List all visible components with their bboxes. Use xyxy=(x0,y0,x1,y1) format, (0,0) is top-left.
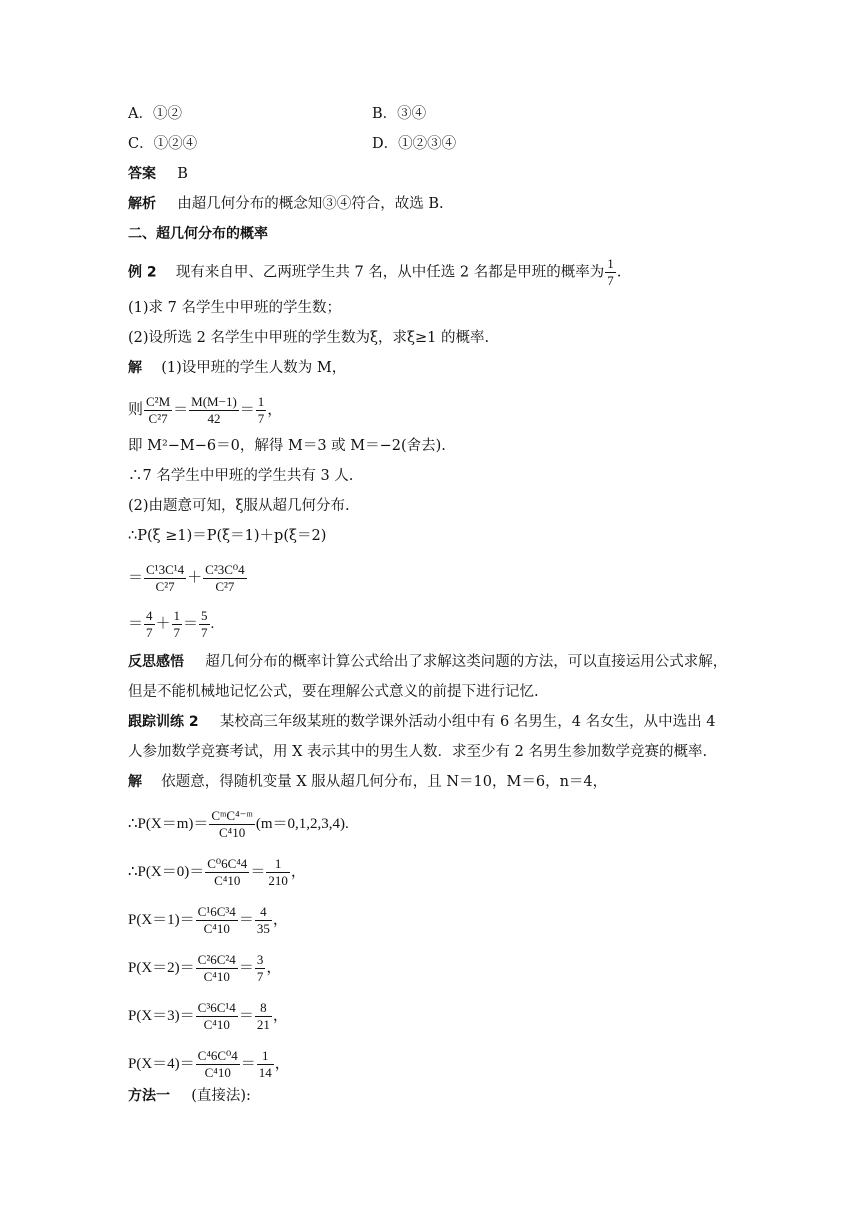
analysis-line xyxy=(128,194,444,214)
answer-label: 答案 xyxy=(128,166,156,182)
option-a: A．①② xyxy=(128,106,182,122)
solution2-line1: 解 依题意，得随机变量 X 服从超几何分布，且 N＝10，M＝6，n＝4， xyxy=(128,774,608,790)
solution-step1: (1)设甲班的学生人数为 M， xyxy=(161,360,347,376)
practice2-label: 跟踪训练 2 xyxy=(128,714,199,730)
example2-label: 例 2 xyxy=(128,264,157,281)
solution-step4: (2)由题意可知，ξ服从超几何分布. xyxy=(128,498,350,514)
solution2-label: 解 xyxy=(128,774,142,790)
solution-step5: ∴P(ξ ≥1)＝P(ξ＝1)＋p(ξ＝2) xyxy=(128,528,327,544)
general-formula: ∴P(X＝m)＝ $\frac{\text{CᵐC⁴⁻ᵐ}}{\text{C⁴10}}$ (m＝0,1,2,3,4). xyxy=(128,808,349,840)
answer-value: B xyxy=(177,166,188,182)
section-title: 二、超几何分布的概率 xyxy=(128,226,268,242)
example2-line: 例 2 现有来自甲、乙两班学生共 7 名，从中任选 2 名都是甲班的概率为 $\frac{1}{7}$ . xyxy=(128,256,622,288)
solution-eq3: ＝ $\frac{4}{7}$ ＋ $\frac{1}{7}$ ＝ $\frac{5}{7}$ . xyxy=(128,608,215,640)
method1-label: 方法一 xyxy=(128,1088,170,1104)
method1-line: 方法一 (直接法): xyxy=(128,1088,251,1104)
practice2-line2: 人参加数学竞赛考试，用 X 表示其中的男生人数．求至少有 2 名男生参加数学竞赛的概率. xyxy=(128,744,708,760)
solution-eq1: 则 $\frac{\text{C²M}}{\text{C²7}}$ ＝ $\frac{M(M-1)}{42}$ ＝ $\frac{1}{7}$ ， xyxy=(128,394,283,426)
solution-line1 xyxy=(128,358,346,378)
example2-fraction: $\frac{1}{7}$ xyxy=(607,256,614,288)
reflection-line1: 反思感悟 超几何分布的概率计算公式给出了求解这类问题的方法，可以直接运用公式求解， xyxy=(128,654,728,670)
analysis-text: 由超几何分布的概念知③④符合，故选 B. xyxy=(177,196,444,212)
practice2-line1: 跟踪训练 2 某校高三年级某班的数学课外活动小组中有 6 名男生，4 名女生，从中选出 4 xyxy=(128,714,716,730)
solution-eq2: ＝ $\frac{\text{C¹3C¹4}}{\text{C²7}}$ ＋ $\frac{\text{C²3C⁰4}}{\text{C²7}}$ xyxy=(128,562,245,594)
example2-q2: (2)设所选 2 名学生中甲班的学生数为ξ，求ξ≥1 的概率. xyxy=(128,330,490,346)
prob-x1: P(X＝1)＝ $\frac{\text{C¹6C³4}}{\text{C⁴10}}$ ＝ $\frac{4}{35}$ ， xyxy=(128,904,288,936)
reflection-line2: 但是不能机械地记忆公式，要在理解公式意义的前提下进行记忆. xyxy=(128,684,539,700)
solution-step2: 即 M²−M−6＝0，解得 M＝3 或 M＝−2(舍去). xyxy=(128,438,446,454)
example2-text: 现有来自甲、乙两班学生共 7 名，从中任选 2 名都是甲班的概率为 xyxy=(175,264,605,281)
reflection-label: 反思感悟 xyxy=(128,654,184,670)
prob-x4: P(X＝4)＝ $\frac{\text{C⁴6C⁰4}}{\text{C⁴10}}$ ＝ $\frac{1}{14}$ ， xyxy=(128,1048,290,1080)
solution-label: 解 xyxy=(128,360,142,376)
option-d: D．①②③④ xyxy=(372,136,457,152)
prob-x0: ∴P(X＝0)＝ $\frac{\text{C⁰6C⁴4}}{\text{C⁴10}}$ ＝ $\frac{1}{210}$ ， xyxy=(128,856,306,888)
example2-q1: (1)求 7 名学生中甲班的学生数； xyxy=(128,300,341,316)
prob-x3: P(X＝3)＝ $\frac{\text{C³6C¹4}}{\text{C⁴10}}$ ＝ $\frac{8}{21}$ ， xyxy=(128,1000,288,1032)
analysis-label: 解析 xyxy=(128,196,156,212)
solution-step3: ∴7 名学生中甲班的学生共有 3 人. xyxy=(128,468,354,484)
option-c: C．①②④ xyxy=(128,136,198,152)
option-b: B．③④ xyxy=(372,106,427,122)
answer-line xyxy=(128,164,188,184)
prob-x2: P(X＝2)＝ $\frac{\text{C²6C²4}}{\text{C⁴10}}$ ＝ $\frac{3}{7}$ ， xyxy=(128,952,282,984)
